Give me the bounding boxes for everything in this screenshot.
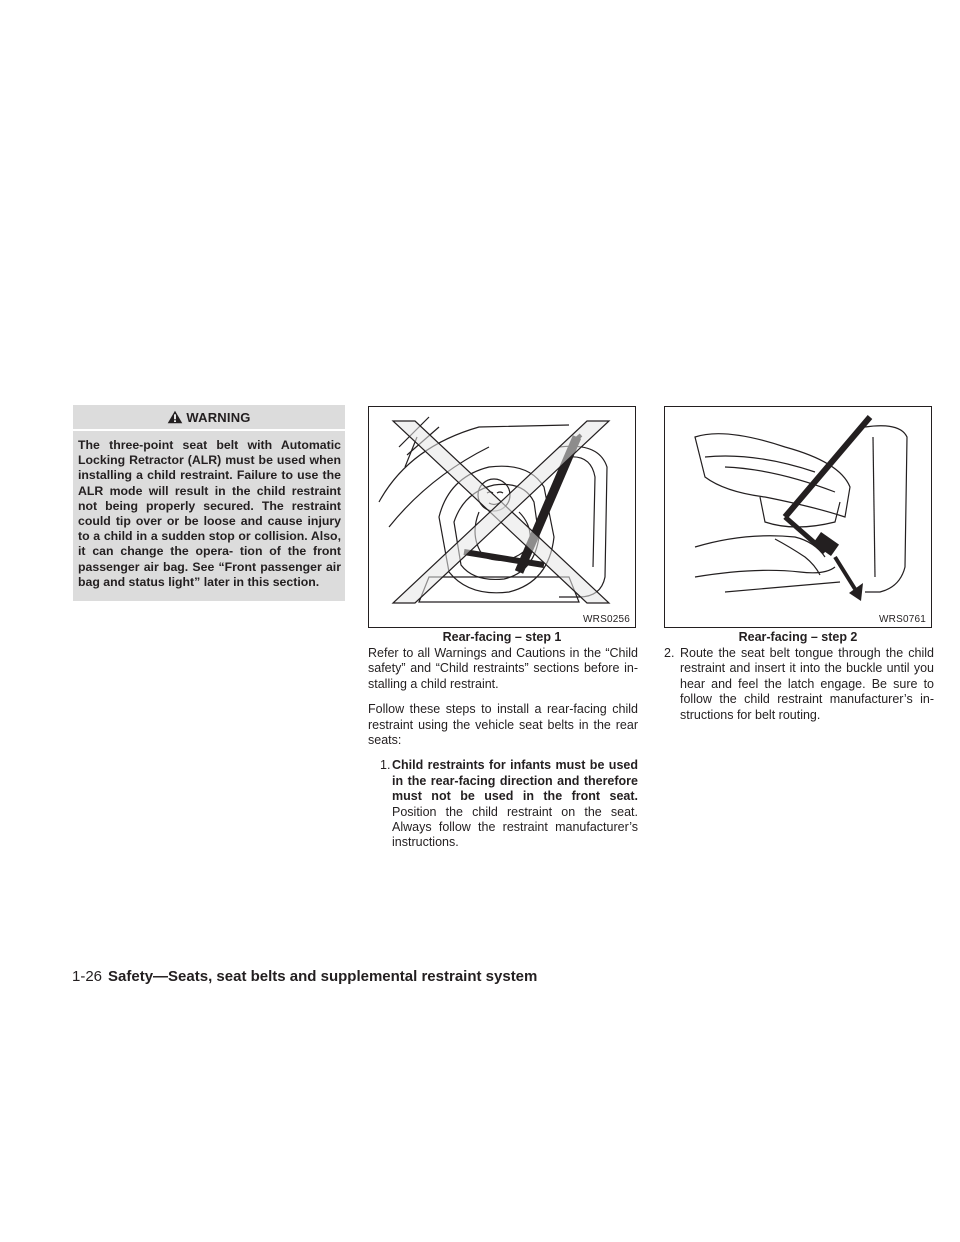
page-footer (72, 968, 537, 985)
page-number: 1-26 (72, 968, 103, 985)
figure-caption: Rear-facing – step 2 (738, 630, 858, 644)
step-number: 2. (664, 646, 675, 660)
figure-code: WRS0761 (879, 614, 926, 625)
step-text (392, 758, 638, 850)
figure-code: WRS0256 (583, 614, 630, 625)
instructions-column (368, 646, 638, 851)
step-1 (368, 758, 638, 850)
figure-rear-facing-step-2 (664, 406, 932, 628)
step-text: Route the seat belt tongue through the child restraint and insert it into the buckle until you hear and feel the latch engage. Be sure to follow the child restraint manufacturer’s in- structions for belt routing. (680, 646, 934, 722)
intro-paragraph: Refer to all Warnings and Cautions in the “Child safety” and “Child restraints” sections before in- stalling a child restraint. (368, 646, 638, 691)
warning-triangle-icon (167, 410, 183, 424)
warning-box (73, 405, 345, 601)
warning-header (73, 405, 345, 429)
child-seat-crossed-out-illustration (369, 407, 635, 611)
figure-caption: Rear-facing – step 1 (442, 630, 562, 644)
step-emphasis: Child restraints for infants must be used in the rear-facing direction and therefore must not be used in the front seat. (392, 758, 638, 804)
steps-intro-paragraph: Follow these steps to install a rear-facing child restraint using the vehicle seat belts in the rear seats: (368, 702, 638, 748)
warning-text: The three-point seat belt with Automatic Locking Retractor (ALR) must be used when installing a child restraint. Failure to use the ALR mode will result in the child restraint not being properly secured. The restraint could tip over or be loose and cause injury to a child in a sudden stop or collision. Also, it can change the opera- tion of the front passenger air bag. See “Front passenger air bag and status light” later in this section. (78, 438, 341, 589)
step-detail: Position the child restraint on the seat. Always follow the restraint manufacturer’s instructions. (392, 804, 638, 850)
step-number: 1. (380, 758, 391, 773)
figure-rear-facing-step-1 (368, 406, 636, 628)
warning-divider (73, 429, 345, 431)
step-2 (664, 646, 934, 723)
instructions-column-continued (664, 646, 934, 723)
section-title: Safety—Seats, seat belts and supplemental restraint system (108, 968, 538, 985)
warning-title: WARNING (186, 409, 251, 425)
seat-belt-buckle-illustration (665, 407, 931, 611)
